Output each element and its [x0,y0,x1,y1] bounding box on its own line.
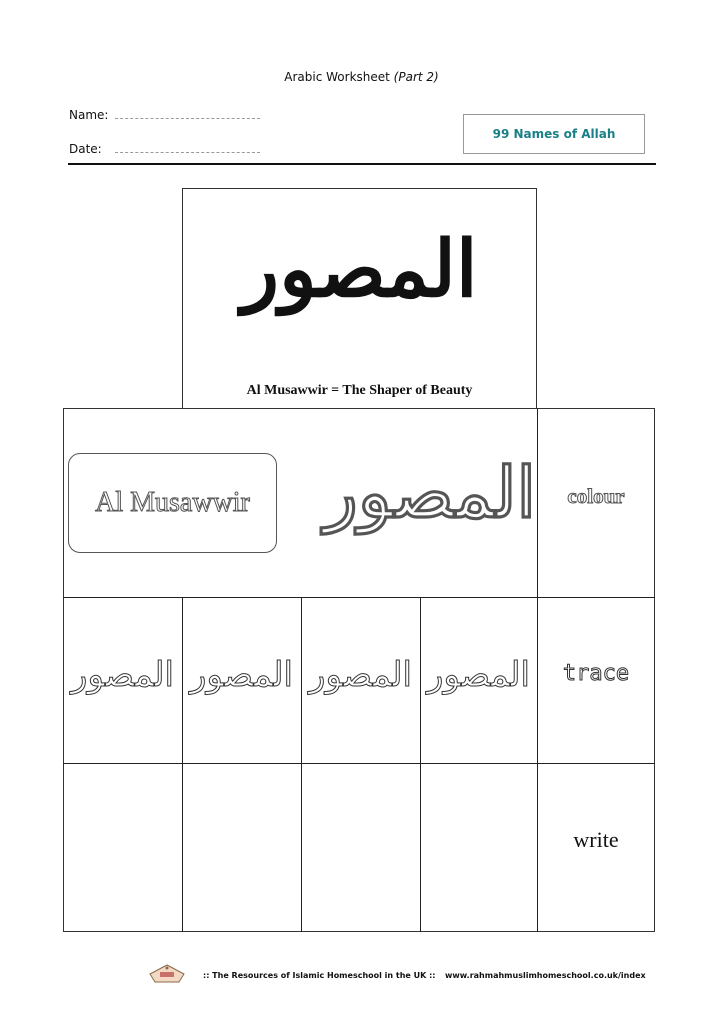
name-outline-text: Al Musawwir [95,487,250,518]
card-arabic-name: المصور [241,224,478,315]
footer-url[interactable]: www.rahmahmuslimhomeschool.co.uk/index [445,971,646,980]
worksheet-title [0,70,723,84]
card-caption: Al Musawwir = The Shaper of Beauty [246,383,473,398]
trace-word-3[interactable]: المصور [309,655,412,695]
topic-badge: 99 Names of Allah [463,114,645,154]
grid-line [63,597,655,598]
title-part: (Part 2) [393,70,439,84]
homeschool-logo [146,962,188,984]
footer-tagline: :: The Resources of Islamic Homeschool in the UK :: [203,971,436,980]
write-cell-1[interactable] [63,764,182,931]
write-cell-3[interactable] [302,764,420,931]
date-label: Date: [69,142,102,156]
name-outline-box[interactable] [68,453,277,553]
write-cell-2[interactable] [183,764,301,931]
header-divider [68,163,656,165]
name-field[interactable] [115,118,260,119]
trace-word-4[interactable]: المصور [427,655,530,695]
write-label: write [573,827,619,852]
title-text: Arabic Worksheet [284,70,390,84]
name-label: Name: [69,108,109,122]
trace-word-1[interactable]: المصور [71,655,174,695]
colour-arabic-outline[interactable]: المصور [324,451,536,534]
colour-label: colour [567,484,625,508]
trace-word-2[interactable]: المصور [190,655,293,695]
date-field[interactable] [115,152,260,153]
write-cell-4[interactable] [421,764,537,931]
trace-label: trace [562,661,630,686]
